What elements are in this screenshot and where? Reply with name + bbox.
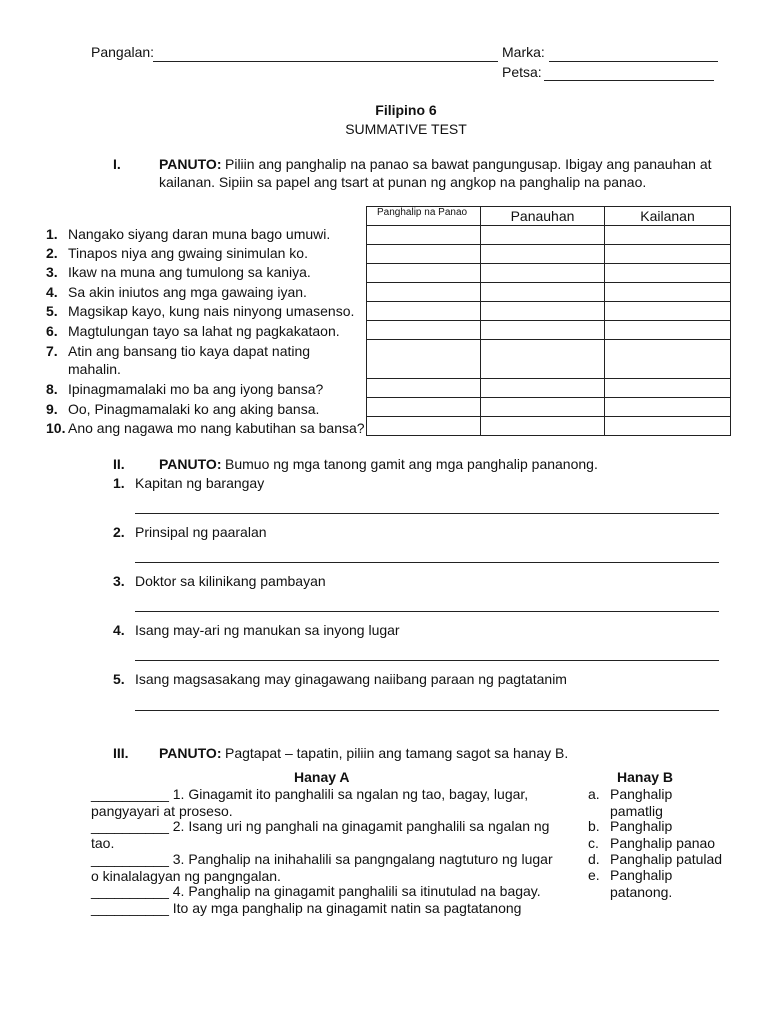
hanay-b-item-b: b. Panghalip <box>588 818 673 834</box>
part1-item-7-cont: mahalin. <box>68 361 121 377</box>
table-row[interactable] <box>367 226 731 245</box>
part2-item-2-num: 2. <box>113 524 125 540</box>
table-row[interactable] <box>367 340 731 379</box>
part2-item-3-text: Doktor sa kilinikang pambayan <box>135 573 326 589</box>
part2-answer-line-2[interactable] <box>135 562 719 563</box>
part1-panuto: PANUTO: <box>159 156 222 172</box>
part2-item-3-num: 3. <box>113 573 125 589</box>
date-field-line[interactable] <box>544 80 714 81</box>
hanay-a-item-2: __________ 2. Isang uri ng panghali na ginagamit panghalili sa ngalan ng tao. <box>91 818 550 851</box>
part3-panuto: PANUTO: <box>159 745 222 761</box>
hanay-a-title: Hanay A <box>294 769 350 785</box>
hanay-b-item-a: a. Panghalip pamatlig <box>588 786 673 819</box>
part2-item-2-text: Prinsipal ng paaralan <box>135 524 267 540</box>
score-label: Marka: <box>502 44 545 60</box>
test-title: SUMMATIVE TEST <box>345 121 467 137</box>
date-label: Petsa: <box>502 64 542 80</box>
part2-answer-line-3[interactable] <box>135 611 719 612</box>
hanay-b-item-d: d. Panghalip patulad <box>588 851 723 867</box>
part2-item-4-text: Isang may-ari ng manukan sa inyong lugar <box>135 622 400 638</box>
part1-numeral: I. <box>113 156 121 172</box>
hanay-a-item-4: __________ 4. Panghalip na ginagamit panghalili sa itinutulad na bagay. <box>91 883 541 899</box>
table-header-panauhan: Panauhan <box>481 207 605 226</box>
table-row[interactable] <box>367 283 731 302</box>
hanay-b-item-e: e. Panghalip patanong. <box>588 867 673 900</box>
part1-item-3: 3. Ikaw na muna ang tumulong sa kaniya. <box>46 264 311 280</box>
table-row[interactable] <box>367 398 731 417</box>
part3-numeral: III. <box>113 745 129 761</box>
hanay-a-item-3: __________ 3. Panghalip na inihahalili sa pangngalang nagtuturo ng lugar o kinalalagyan ng pangngalan. <box>91 851 553 884</box>
part2-instruction: Bumuo ng mga tanong gamit ang mga panghalip pananong. <box>225 456 598 472</box>
part1-item-7: 7. Atin ang bansang tio kaya dapat nating <box>46 343 311 359</box>
part1-instruction-line1: Piliin ang panghalip na panao sa bawat pangungusap. Ibigay ang panauhan at <box>225 156 712 172</box>
part2-answer-line-4[interactable] <box>135 660 719 661</box>
part2-item-5-num: 5. <box>113 671 125 687</box>
answer-table <box>366 206 731 436</box>
part1-item-8: 8. Ipinagmamalaki mo ba ang iyong bansa? <box>46 381 324 397</box>
part1-item-1: 1. Nangako siyang daran muna bago umuwi. <box>46 226 331 242</box>
table-row[interactable] <box>367 264 731 283</box>
part1-item-2: 2. Tinapos niya ang gwaing sinimulan ko. <box>46 245 308 261</box>
name-field-line[interactable] <box>153 61 498 62</box>
table-header-kailanan: Kailanan <box>605 207 731 226</box>
table-row[interactable] <box>367 379 731 398</box>
part2-item-4-num: 4. <box>113 622 125 638</box>
hanay-a-item-1: __________ 1. Ginagamit ito panghalili sa ngalan ng tao, bagay, lugar, pangyayari at proseso. <box>91 786 529 819</box>
part1-item-6: 6. Magtulungan tayo sa lahat ng pagkakataon. <box>46 323 340 339</box>
part3-instruction: Pagtapat – tapatin, piliin ang tamang sagot sa hanay B. <box>225 745 569 761</box>
part1-item-10: 10. Ano ang nagawa mo nang kabutihan sa bansa? <box>46 420 365 436</box>
part2-item-1-num: 1. <box>113 475 125 491</box>
subject-title: Filipino 6 <box>375 102 437 118</box>
part2-answer-line-1[interactable] <box>135 513 719 514</box>
part1-item-5: 5. Magsikap kayo, kung nais ninyong umasenso. <box>46 303 355 319</box>
name-label: Pangalan: <box>91 44 155 60</box>
part2-numeral: II. <box>113 456 125 472</box>
table-row[interactable] <box>367 321 731 340</box>
part2-answer-line-5[interactable] <box>135 710 719 711</box>
part1-item-4: 4. Sa akin iniutos ang mga gawaing iyan. <box>46 284 307 300</box>
part2-panuto: PANUTO: <box>159 456 222 472</box>
table-row[interactable] <box>367 302 731 321</box>
hanay-b-item-c: c. Panghalip panao <box>588 835 716 851</box>
hanay-b-title: Hanay B <box>617 769 674 785</box>
part1-item-9: 9. Oo, Pinagmamalaki ko ang aking bansa. <box>46 401 320 417</box>
part2-item-1-text: Kapitan ng barangay <box>135 475 265 491</box>
part1-instruction-line2: kailanan. Sipiin sa papel ang tsart at punan ng angkop na panghalip na panao. <box>159 174 647 190</box>
table-row[interactable] <box>367 417 731 436</box>
hanay-a-item-5: __________ Ito ay mga panghalip na ginagamit natin sa pagtatanong <box>91 900 522 916</box>
table-header-panghalip: Panghalip na Panao <box>367 207 481 226</box>
score-field-line[interactable] <box>549 61 718 62</box>
table-row[interactable] <box>367 245 731 264</box>
part2-item-5-text: Isang magsasakang may ginagawang naiibang paraan ng pagtatanim <box>135 671 567 687</box>
